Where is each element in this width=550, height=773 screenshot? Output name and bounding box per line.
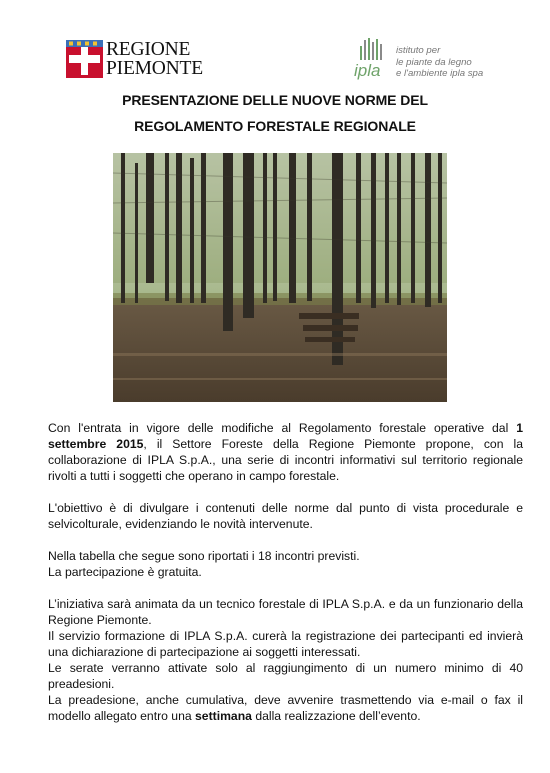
preadhesion-paragraph bbox=[48, 692, 523, 724]
regione-piemonte-logo bbox=[66, 40, 203, 78]
minimum-preadhesions-paragraph: Le serate verranno attivate solo al raggiungimento di un numero minimo di 40 preadesioni. bbox=[48, 661, 523, 691]
page-header bbox=[0, 0, 550, 90]
forest-photo bbox=[113, 153, 447, 402]
document-title-line-2: REGOLAMENTO FORESTALE REGIONALE bbox=[134, 118, 416, 134]
regione-piemonte-wordmark bbox=[106, 40, 203, 78]
meetings-paragraph: Nella tabella che segue sono riportati i 18 incontri previsti. bbox=[48, 549, 360, 563]
training-service-paragraph: Il servizio formazione di IPLA S.p.A. curerà la registrazione dei partecipanti ed invierà una dichiarazione di partecipazione ai soggetti interessati. bbox=[48, 629, 523, 659]
regione-piemonte-flag-icon bbox=[66, 40, 103, 78]
ipla-logo bbox=[350, 38, 483, 82]
preadhesion-text-c: dalla realizzazione dell’evento. bbox=[251, 709, 421, 723]
ipla-line-2: le piante da legno bbox=[396, 56, 472, 68]
regione-label: REGIONE bbox=[106, 39, 191, 60]
piemonte-label: PIEMONTE bbox=[106, 58, 203, 79]
ipla-line-3: e l'ambiente ipla spa bbox=[396, 68, 484, 79]
ipla-mark-text: ipla bbox=[354, 61, 381, 80]
free-participation-paragraph: La partecipazione è gratuita. bbox=[48, 565, 202, 579]
ipla-wordmark bbox=[396, 38, 483, 80]
preadhesion-text-a: La preadesione, anche cumulativa, deve avvenire trasmettendo via e-mail o fax il modello allegato entro una bbox=[48, 693, 523, 723]
objective-paragraph: L'obiettivo è di divulgare i contenuti delle norme dal punto di vista procedurale e selvicolturale, evidenziando le novità intervenute. bbox=[48, 501, 523, 531]
intro-text-c: , il Settore Foreste della Regione Piemonte propone, con la collaborazione di IPLA S.p.A., una serie di incontri informativi sul territorio regionale rivolti a tutti i soggetti che operano in campo forestale. bbox=[48, 437, 523, 483]
ipla-mark-icon bbox=[350, 38, 392, 82]
body-text bbox=[48, 420, 523, 724]
ipla-line-1: istituto per bbox=[396, 45, 441, 56]
start-date: 1 settembre 2015 bbox=[48, 421, 523, 451]
intro-text-a: Con l'entrata in vigore delle modifiche al Regolamento forestale operative dal bbox=[48, 421, 517, 435]
deadline-word: settimana bbox=[195, 709, 252, 723]
initiative-paragraph: L’iniziativa sarà animata da un tecnico forestale di IPLA S.p.A. e da un funzionario della Regione Piemonte. bbox=[48, 597, 523, 627]
document-title-line-1: PRESENTAZIONE DELLE NUOVE NORME DEL bbox=[122, 92, 428, 108]
intro-paragraph bbox=[48, 420, 523, 484]
